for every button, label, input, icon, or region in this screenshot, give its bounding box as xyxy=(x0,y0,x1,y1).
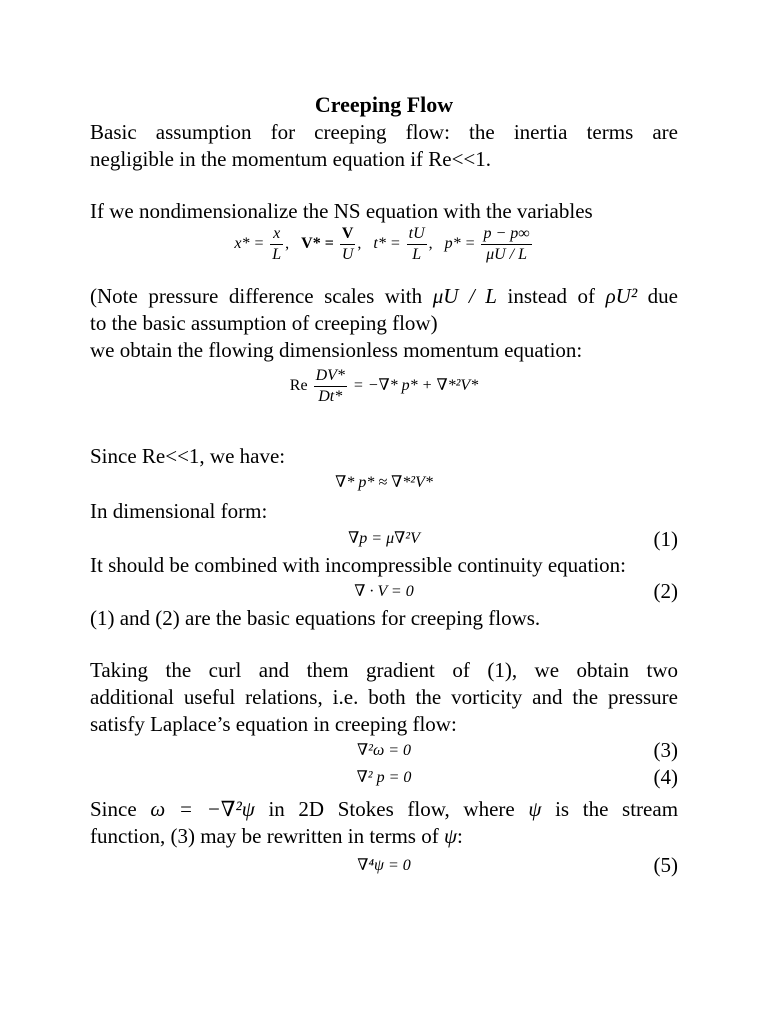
paragraph-since-re: Since Re<<1, we have: xyxy=(90,444,286,468)
paragraph-note-line3: we obtain the flowing dimensionless momentum equation: xyxy=(90,338,583,362)
p-star-lhs: p* = xyxy=(444,235,476,253)
equation-2: ∇ · V = 0 xyxy=(354,583,414,600)
equation-5: ∇⁴ψ = 0 xyxy=(357,857,411,874)
paragraph-assumption-line1: Basic assumption for creeping flow: the inertia terms are xyxy=(90,120,678,144)
equation-approx: ∇* p* ≈ ∇*²V* xyxy=(335,474,433,491)
equation-1-number: (1) xyxy=(653,527,678,551)
paragraph-curl-line3: satisfy Laplace’s equation in creeping flow: xyxy=(90,712,457,736)
paragraph-basic-equations: (1) and (2) are the basic equations for creeping flows. xyxy=(90,606,541,630)
v-star-lhs: V* = xyxy=(301,235,334,253)
paragraph-note-line2: to the basic assumption of creeping flow) xyxy=(90,311,438,335)
equation-4: ∇² p = 0 xyxy=(356,769,412,786)
equation-3-number: (3) xyxy=(653,738,678,762)
equation-variables: x* = $\frac{x}{L}$ , V* = $\frac{V}{U}$ , t* = $\frac{tU}{L}$ , p* = $\frac{p - p\infty}{\mu U / L}$ xyxy=(234,225,530,263)
paragraph-assumption-line2: negligible in the momentum equation if Re<<1. xyxy=(90,147,492,171)
paragraph-curl-line1: Taking the curl and them gradient of (1), we obtain two xyxy=(90,658,678,682)
x-star-lhs: x* = xyxy=(234,235,265,253)
dv-dt-fraction: $\frac{DV*}{Dt*}$ xyxy=(315,367,345,405)
rho-u-squared: ρU² xyxy=(605,284,638,308)
t-star-fraction: $\frac{tU}{L}$ xyxy=(408,225,425,263)
x-star-fraction: $\frac{x}{L}$ xyxy=(272,225,282,263)
equation-4-number: (4) xyxy=(653,765,678,789)
paragraph-stokes-line2: function, (3) may be rewritten in terms of ψ: xyxy=(90,824,463,848)
v-star-fraction: $\frac{V}{U}$ xyxy=(341,225,354,263)
mu-u-over-l: μU / L xyxy=(432,284,497,308)
paragraph-stokes-line1: Since ω = −∇²ψ in 2D Stokes flow, where ψ is the stream xyxy=(90,797,679,821)
momentum-rhs: = −∇* p* + ∇*²V* xyxy=(352,377,479,395)
equation-2-number: (2) xyxy=(653,579,678,603)
equation-3: ∇²ω = 0 xyxy=(356,742,412,759)
equation-1: ∇p = μ∇²V xyxy=(348,530,420,547)
equation-momentum xyxy=(90,366,678,407)
t-star-lhs: t* = xyxy=(373,235,401,253)
paragraph-nondim: If we nondimensionalize the NS equation with the variables xyxy=(90,199,593,223)
paragraph-note-line1: (Note pressure difference scales with μU / L instead of ρU² due xyxy=(90,284,678,308)
paragraph-continuity: It should be combined with incompressible continuity equation: xyxy=(90,553,626,577)
psi-symbol: ψ xyxy=(528,797,542,821)
paragraph-dimensional: In dimensional form: xyxy=(90,499,268,523)
page-title: Creeping Flow xyxy=(314,92,454,117)
paragraph-curl-line2: additional useful relations, i.e. both the vorticity and the pressure xyxy=(90,685,678,709)
vorticity-relation: ω = −∇²ψ xyxy=(150,797,255,821)
re-label: Re xyxy=(289,377,308,395)
equation-5-number: (5) xyxy=(653,853,678,877)
p-star-fraction: $\frac{p - p\infty}{\mu U / L}$ xyxy=(483,225,530,263)
psi-symbol: ψ xyxy=(443,824,458,848)
